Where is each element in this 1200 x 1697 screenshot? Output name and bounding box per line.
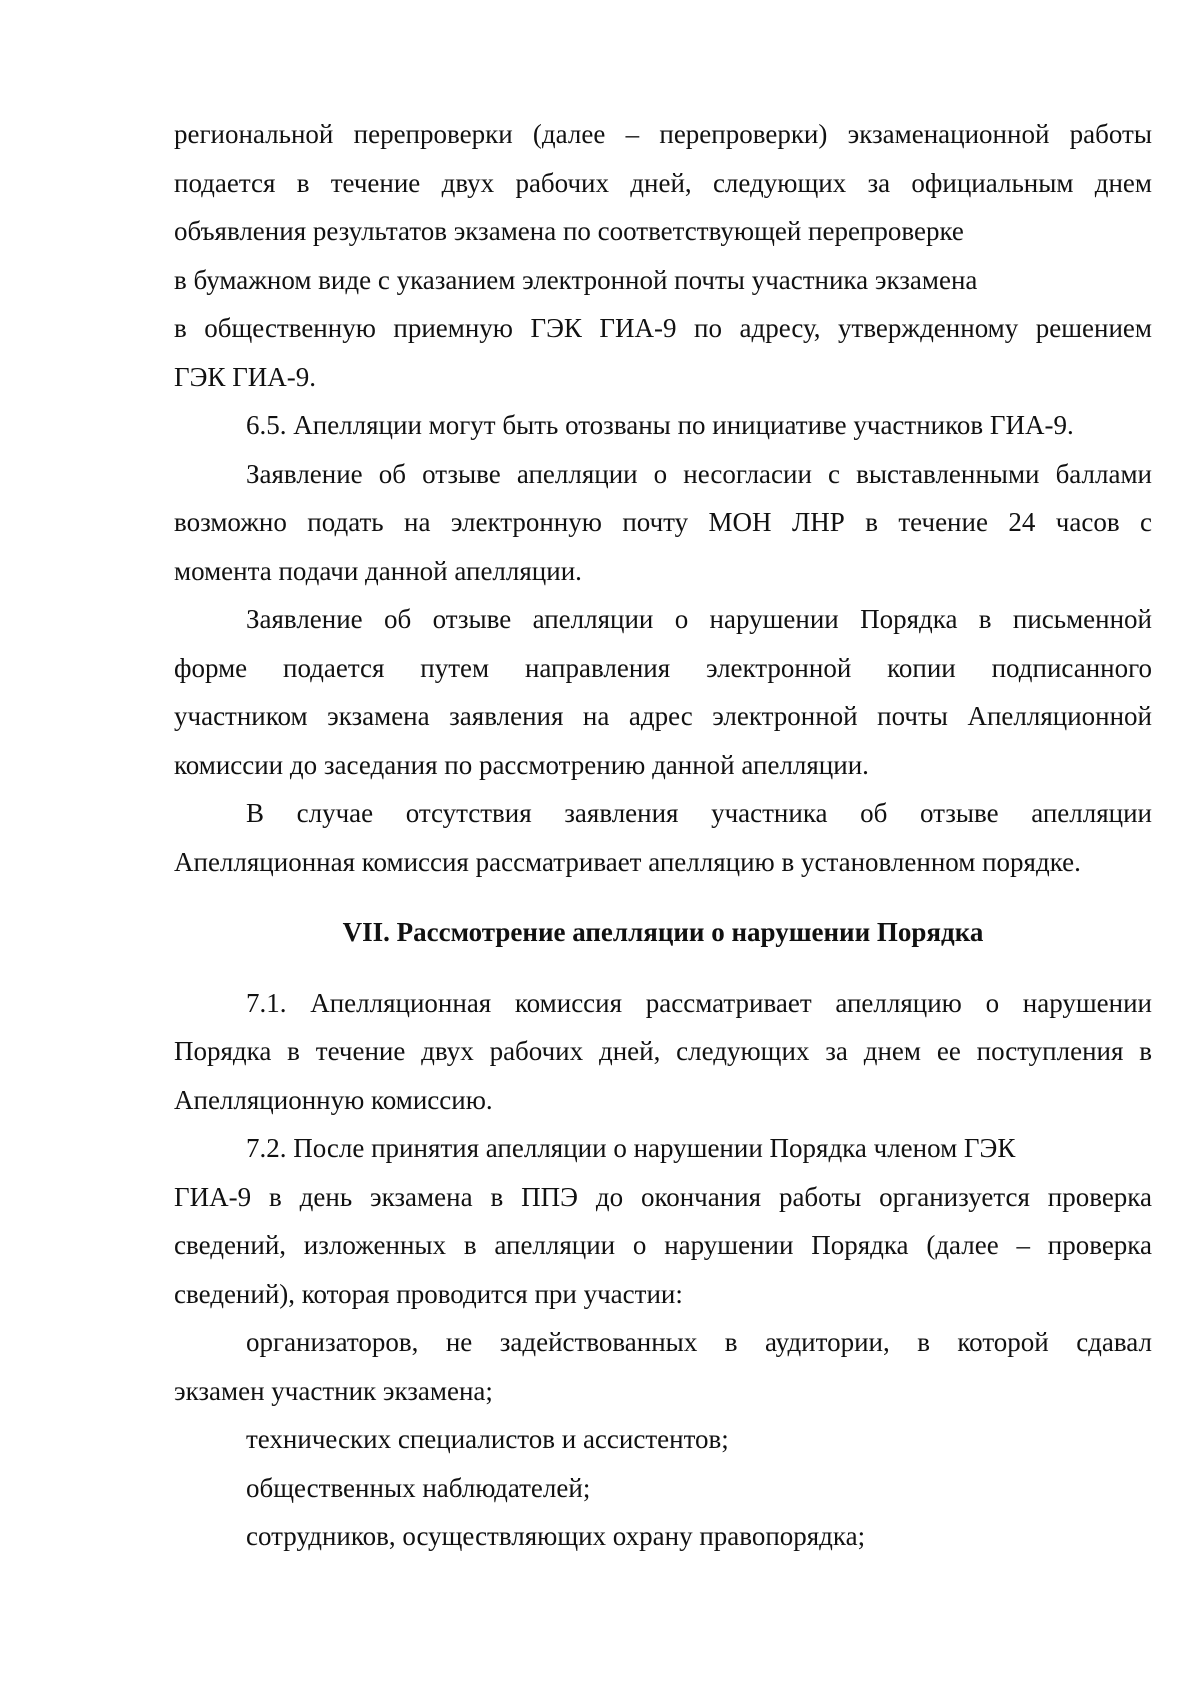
document-body-bottom — [174, 979, 1152, 1561]
text-line: Порядка в течение двух рабочих дней, следующих за днем ее поступления в — [174, 1036, 1152, 1066]
text-line: региональной перепроверки (далее – перепроверки) экзаменационной работы — [174, 119, 1152, 149]
text-line: Заявление об отзыве апелляции о несогласии с выставленными баллами — [246, 458, 1152, 489]
text-line: подается в течение двух рабочих дней, следующих за официальным днем — [174, 167, 1152, 198]
text-line: сведений), которая проводится при участии: — [174, 1278, 683, 1309]
text-line: Апелляционную комиссию. — [174, 1084, 493, 1115]
text-line: объявления результатов экзамена по соответствующей перепроверке — [174, 216, 964, 246]
text-line: сотрудников, осуществляющих охрану правопорядка; — [246, 1521, 866, 1551]
text-line: возможно подать на электронную почту МОН ЛНР в течение 24 часов с — [174, 507, 1152, 537]
text-line: 7.1. Апелляционная комиссия рассматривает апелляцию о нарушении — [246, 987, 1152, 1018]
text-line: момента подачи данной апелляции. — [174, 555, 582, 586]
text-line: экзамен участник экзамена; — [174, 1375, 493, 1406]
text-line: ГИА-9 в день экзамена в ППЭ до окончания работы организуется проверка — [174, 1181, 1152, 1212]
text-line: Апелляционная комиссия рассматривает апелляцию в установленном порядке. — [174, 846, 1081, 877]
text-line: технических специалистов и ассистентов; — [246, 1424, 729, 1454]
text-line: участником экзамена заявления на адрес электронной почты Апелляционной — [174, 701, 1152, 731]
text-line: В случае отсутствия заявления участника об отзыве апелляции — [246, 798, 1152, 828]
document-page — [174, 110, 1152, 1561]
document-body-top — [174, 110, 1152, 886]
text-line: в бумажном виде с указанием электронной почты участника экзамена — [174, 264, 978, 295]
text-line: 6.5. Апелляции могут быть отозваны по инициативе участников ГИА-9. — [246, 410, 1074, 440]
text-line: организаторов, не задействованных в аудитории, в которой сдавал — [246, 1327, 1152, 1357]
text-line: общественных наблюдателей; — [246, 1472, 591, 1503]
text-line: комиссии до заседания по рассмотрению данной апелляции. — [174, 749, 869, 780]
text-line: Заявление об отзыве апелляции о нарушении Порядка в письменной — [246, 604, 1152, 634]
text-line: в общественную приемную ГЭК ГИА-9 по адресу, утвержденному решением — [174, 313, 1152, 343]
section-heading: VII. Рассмотрение апелляции о нарушении Порядка — [342, 917, 984, 947]
text-line: форме подается путем направления электронной копии подписанного — [174, 652, 1152, 683]
text-line: сведений, изложенных в апелляции о нарушении Порядка (далее – проверка — [174, 1230, 1152, 1260]
text-line: ГЭК ГИА-9. — [174, 361, 317, 392]
text-line: 7.2. После принятия апелляции о нарушении Порядка членом ГЭК — [246, 1133, 1016, 1163]
